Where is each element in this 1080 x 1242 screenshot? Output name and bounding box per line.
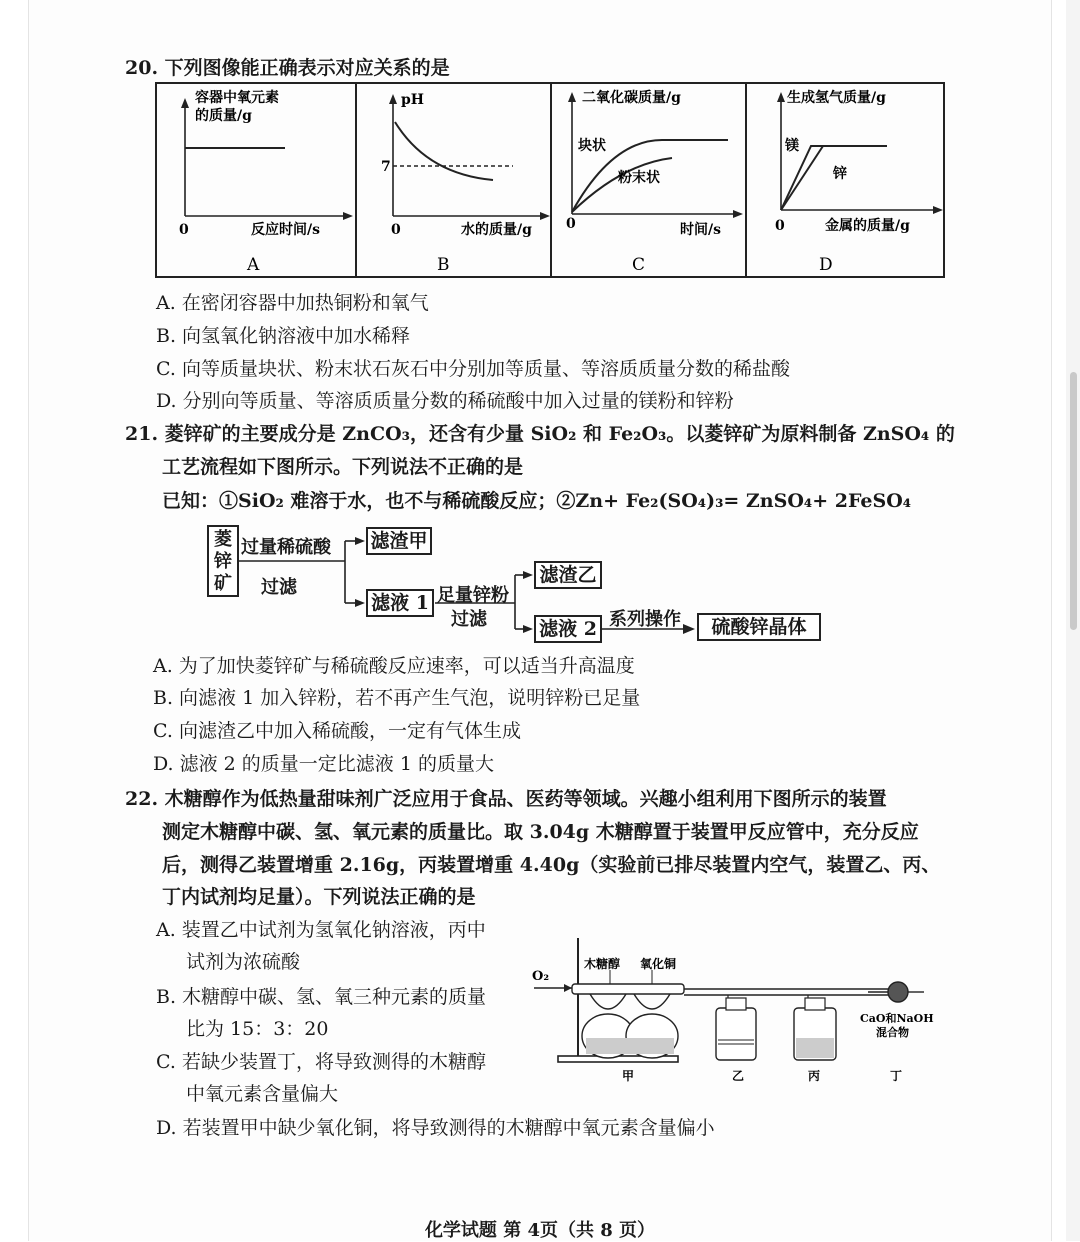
graph-c-ylabel: 二氧化碳质量/g [582, 90, 681, 106]
q20-option-d: D. 分别向等质量、等溶质质量分数的稀硫酸中加入过量的镁粉和锌粉 [156, 390, 734, 412]
scrollbar-thumb[interactable] [1070, 372, 1077, 630]
q22-option-d: D. 若装置甲中缺少氧化铜，将导致测得的木糖醇中氧元素含量偏小 [156, 1117, 715, 1139]
graph-a-origin: 0 [179, 222, 189, 238]
graph-a-letter: A [247, 255, 260, 275]
graph-d-origin: 0 [775, 218, 785, 234]
apparatus-label-ding: 丁 [890, 1069, 903, 1083]
apparatus-label-yi: 乙 [732, 1069, 745, 1083]
graph-a-ylabel-1: 容器中氧元素 [195, 90, 279, 106]
apparatus-oxide-label: 氧化铜 [640, 957, 677, 971]
q20-stem: 20. 下列图像能正确表示对应关系的是 [125, 57, 450, 79]
apparatus-absorbent-line2: 混合物 [876, 1026, 909, 1039]
apparatus-o2-label: O₂ [532, 969, 550, 984]
apparatus-label-jia: 甲 [622, 1069, 635, 1083]
q22-option-c-line2: 中氧元素含量偏大 [186, 1083, 339, 1105]
flow-step1-reagent: 过量稀硫酸 [241, 537, 331, 558]
graph-c-plot [552, 84, 745, 276]
graph-b-ylabel: pH [401, 92, 425, 108]
q20-option-a: A. 在密闭容器中加热铜粉和氧气 [156, 292, 429, 314]
q22-stem-line4: 丁内试剂均足量）。下列说法正确的是 [162, 886, 476, 908]
graph-c-curve-block: 块状 [578, 138, 606, 154]
flow-residue-b-box: 滤渣乙 [534, 561, 602, 589]
q22-stem-line2: 测定木糖醇中碳、氢、氧元素的质量比。取 3.04g 木糖醇置于装置甲反应管中，充分反应 [162, 821, 919, 843]
graph-c-curve-powder: 粉末状 [618, 170, 660, 186]
q21-known-info: 已知：①SiO₂ 难溶于水，也不与稀硫酸反应；②Zn+ Fe₂(SO₄)₃= ZnSO₄+ 2FeSO₄ [162, 490, 912, 512]
q22-option-c-line1: C. 若缺少装置丁，将导致测得的木糖醇 [156, 1051, 486, 1073]
page-footer: 化学试题 第 4页（共 8 页） [424, 1220, 656, 1241]
graph-a-ylabel-2: 的质量/g [195, 108, 252, 124]
q22-option-b-line1: B. 木糖醇中碳、氢、氧三种元素的质量 [156, 986, 487, 1008]
flow-filtrate-2-box: 滤液 2 [534, 615, 602, 643]
q22-option-a-line2: 试剂为浓硫酸 [186, 951, 301, 973]
apparatus-absorbent-line1: CaO和NaOH [860, 1012, 934, 1025]
q22-stem-line1: 22. 木糖醇作为低热量甜味剂广泛应用于食品、医药等领域。兴趣小组利用下图所示的装置 [125, 788, 887, 810]
graph-a-plot [157, 84, 355, 276]
graph-b-xlabel: 水的质量/g [461, 222, 532, 238]
graph-d-ylabel: 生成氢气质量/g [787, 90, 886, 106]
apparatus-sample-label: 木糖醇 [584, 957, 621, 971]
q20-graph-table [155, 82, 945, 278]
q21-stem-line1: 21. 菱锌矿的主要成分是 ZnCO₃，还含有少量 SiO₂ 和 Fe₂O₃。以菱锌矿为原料制备 ZnSO₄ 的 [125, 423, 955, 445]
flow-step2-operation: 过滤 [451, 609, 487, 630]
flow-residue-a-box: 滤渣甲 [366, 527, 432, 555]
graph-a [157, 84, 357, 276]
q20-option-c: C. 向等质量块状、粉末状石灰石中分别加等质量、等溶质质量分数的稀盐酸 [156, 358, 790, 380]
graph-b [357, 84, 552, 276]
graph-d-curve-mg: 镁 [785, 138, 799, 154]
flow-step3-operation: 系列操作 [609, 609, 681, 630]
q21-stem-line2: 工艺流程如下图所示。下列说法不正确的是 [162, 456, 524, 478]
graph-a-xlabel: 反应时间/s [251, 222, 320, 238]
q21-flowchart [205, 523, 845, 643]
flow-step2-reagent: 足量锌粉 [437, 585, 509, 606]
q20-option-b: B. 向氢氧化钠溶液中加水稀释 [156, 325, 411, 347]
flow-ore-box: 菱锌矿 [207, 525, 239, 597]
graph-d [747, 84, 943, 276]
q22-option-b-line2: 比为 15：3：20 [186, 1018, 329, 1040]
q21-option-d: D. 滤液 2 的质量一定比滤液 1 的质量大 [153, 753, 494, 775]
scrollbar[interactable] [1066, 0, 1080, 1241]
graph-c-xlabel: 时间/s [680, 222, 721, 238]
flow-step1-operation: 过滤 [261, 577, 297, 598]
graph-d-xlabel: 金属的质量/g [825, 218, 910, 234]
graph-c-origin: 0 [566, 216, 576, 232]
q22-stem-line3: 后，测得乙装置增重 2.16g，丙装置增重 4.40g（实验前已排尽装置内空气，装置乙、丙、 [162, 854, 941, 876]
graph-d-curve-zn: 锌 [833, 166, 847, 182]
graph-b-plot [357, 84, 550, 276]
q21-option-a: A. 为了加快菱锌矿与稀硫酸反应速率，可以适当升高温度 [153, 655, 635, 677]
q21-option-c: C. 向滤渣乙中加入稀硫酸，一定有气体生成 [153, 720, 521, 742]
apparatus-drawing [528, 928, 948, 1090]
graph-b-origin: 0 [391, 222, 401, 238]
q22-apparatus [528, 928, 948, 1090]
graph-c [552, 84, 747, 276]
graph-b-letter: B [437, 255, 450, 275]
apparatus-label-bing: 丙 [808, 1069, 821, 1083]
graph-c-letter: C [632, 255, 646, 275]
q22-option-a-line1: A. 装置乙中试剂为氢氧化钠溶液，丙中 [156, 919, 486, 941]
flow-filtrate-1-box: 滤液 1 [366, 589, 434, 617]
graph-b-tick-7: 7 [381, 159, 391, 175]
graph-d-plot [747, 84, 943, 276]
graph-d-letter: D [819, 255, 833, 275]
flow-product-box: 硫酸锌晶体 [697, 613, 821, 641]
q21-option-b: B. 向滤液 1 加入锌粉，若不再产生气泡，说明锌粉已足量 [153, 687, 641, 709]
